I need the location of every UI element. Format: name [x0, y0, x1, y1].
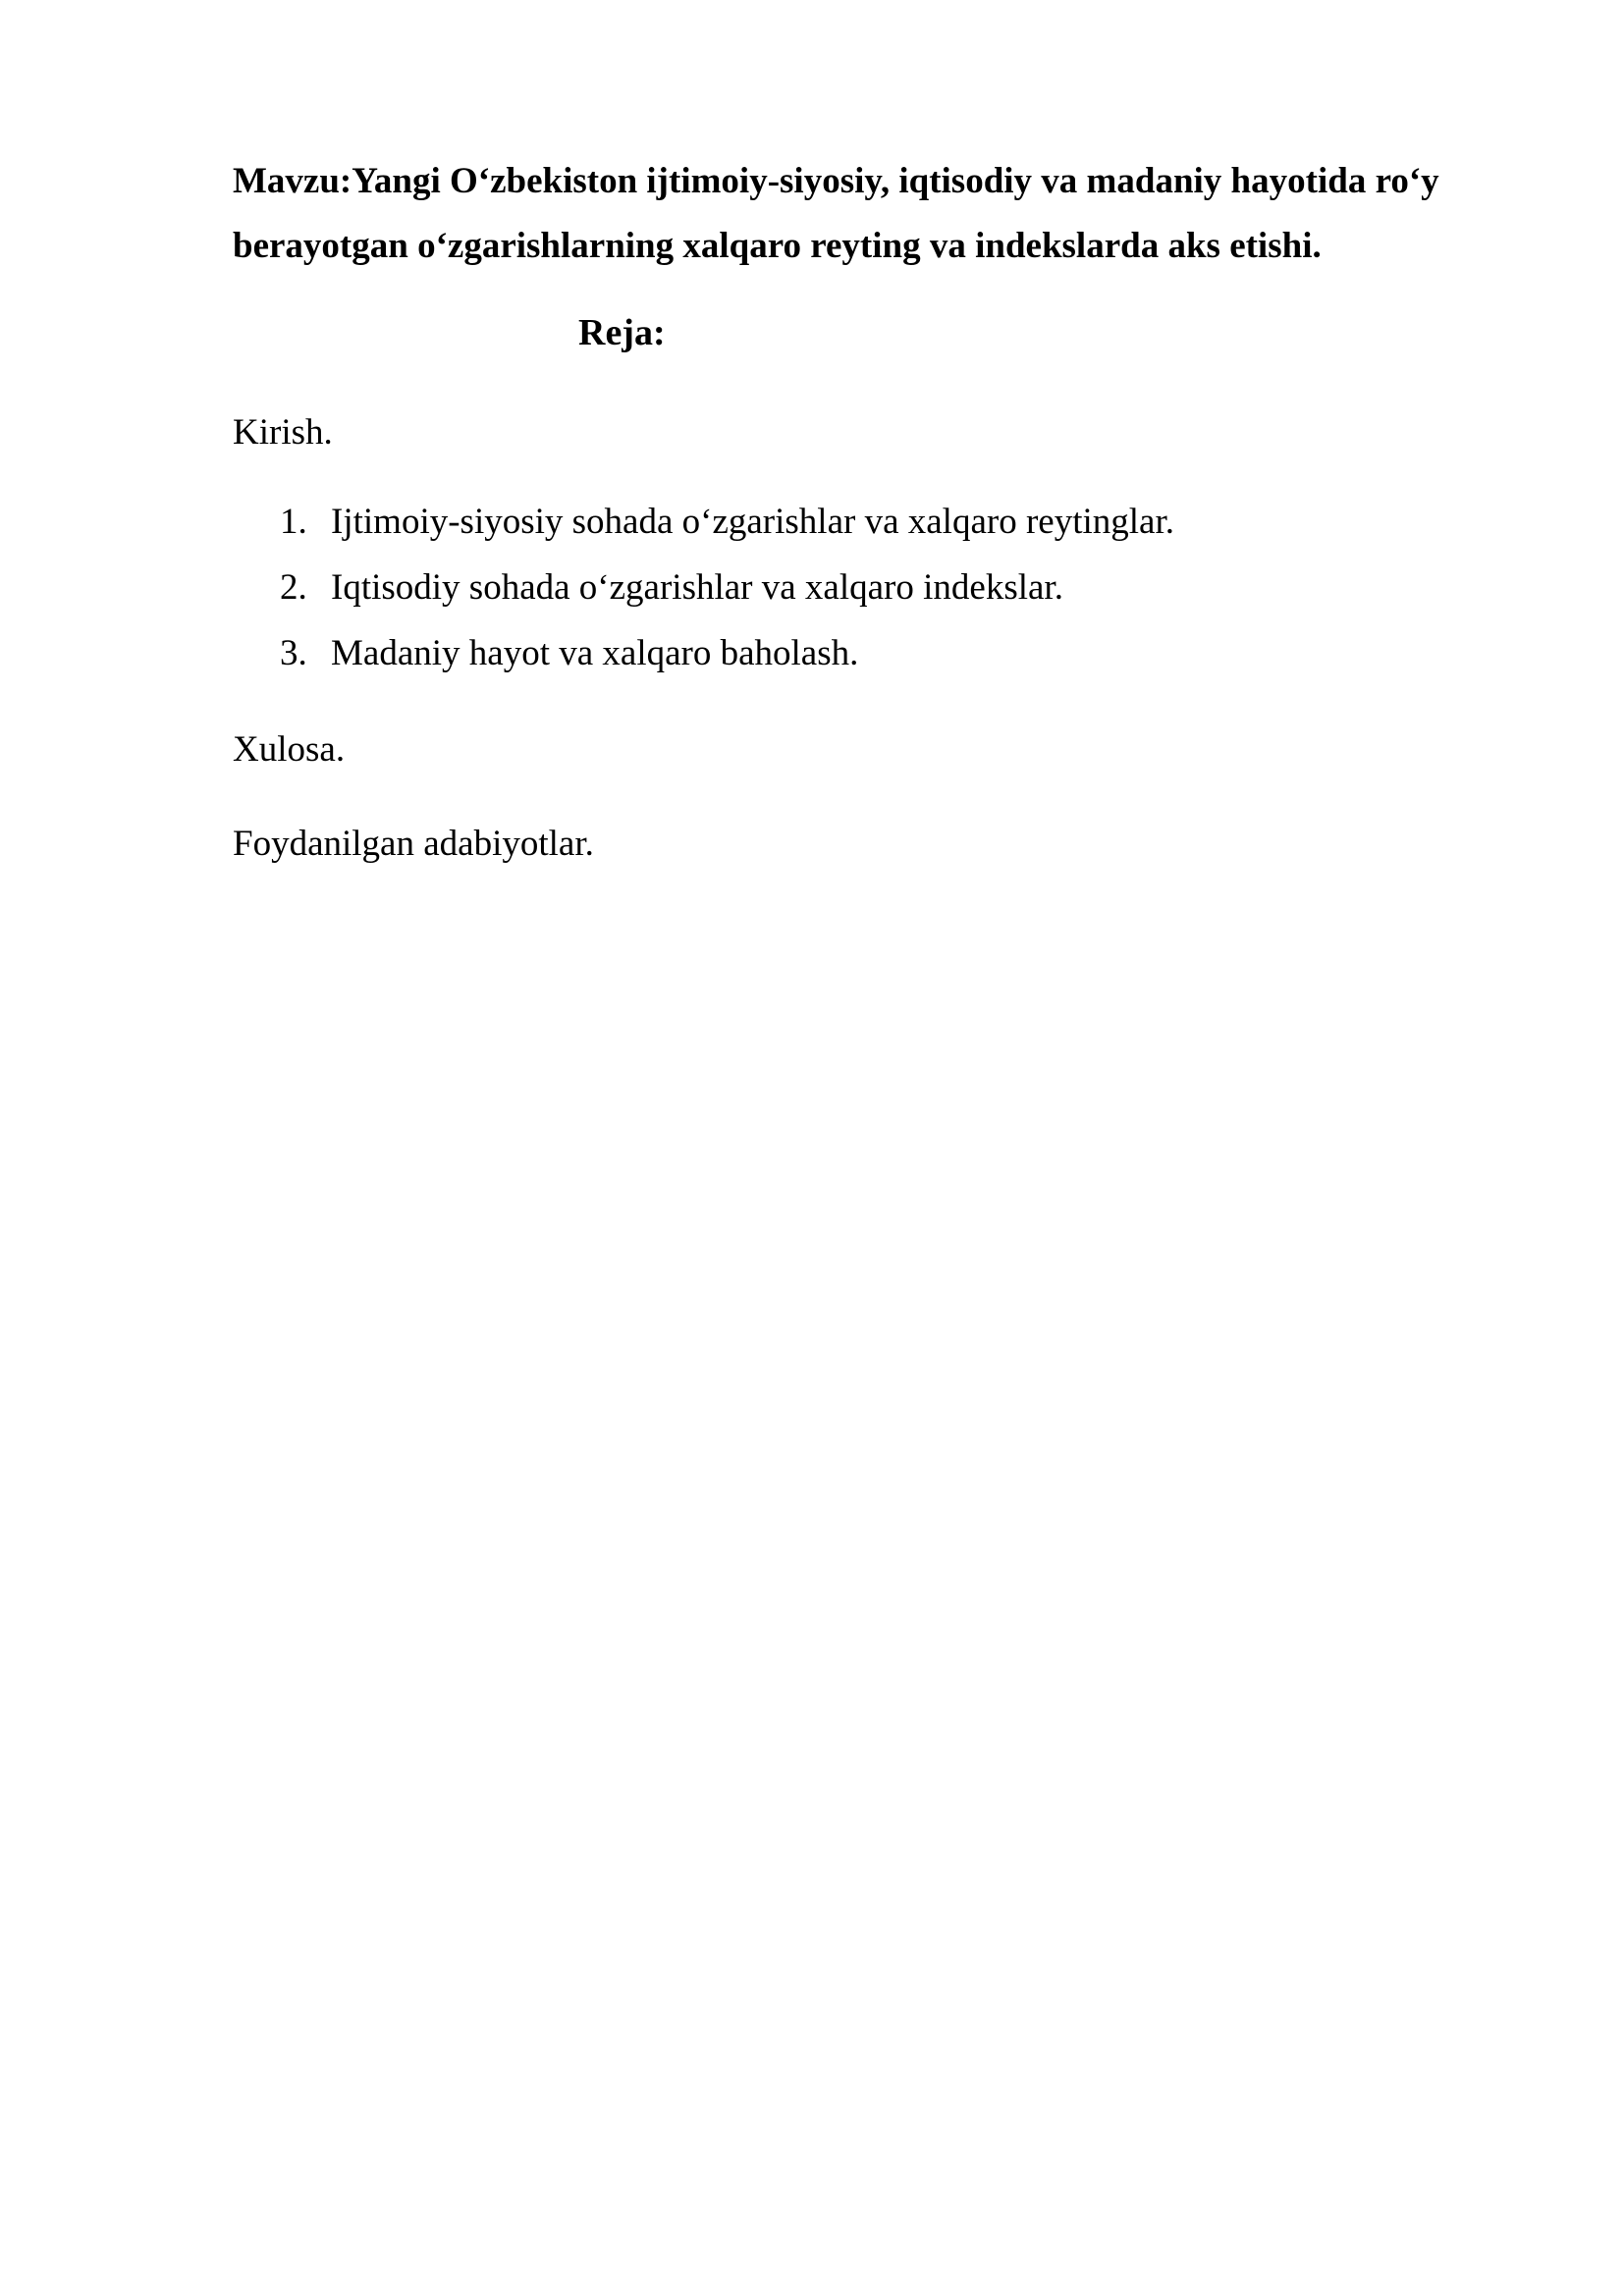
plan-item-number: 1. [280, 502, 307, 542]
references-label: Foydanilgan adabiyotlar. [233, 824, 594, 864]
plan-item-text: Iqtisodiy sohada o‘zgarishlar va xalqaro indekslar. [331, 567, 1063, 608]
plan-item-text: Ijtimoiy-siyosiy sohada o‘zgarishlar va xalqaro reytinglar. [331, 502, 1174, 542]
document-title: Mavzu:Yangi O‘zbekiston ijtimoiy-siyosiy, iqtisodiy va madaniy hayotida ro‘y berayotgan o‘zgarishlarning xalqaro reyting va indekslarda aks etishi. [233, 161, 1439, 266]
plan-item-text: Madaniy hayot va xalqaro baholash. [331, 633, 859, 673]
conclusion-label: Xulosa. [233, 729, 346, 770]
plan-item-number: 2. [280, 567, 307, 608]
plan-heading: Reja: [578, 312, 666, 353]
plan-item-number: 3. [280, 633, 307, 673]
intro-label: Kirish. [233, 412, 333, 453]
